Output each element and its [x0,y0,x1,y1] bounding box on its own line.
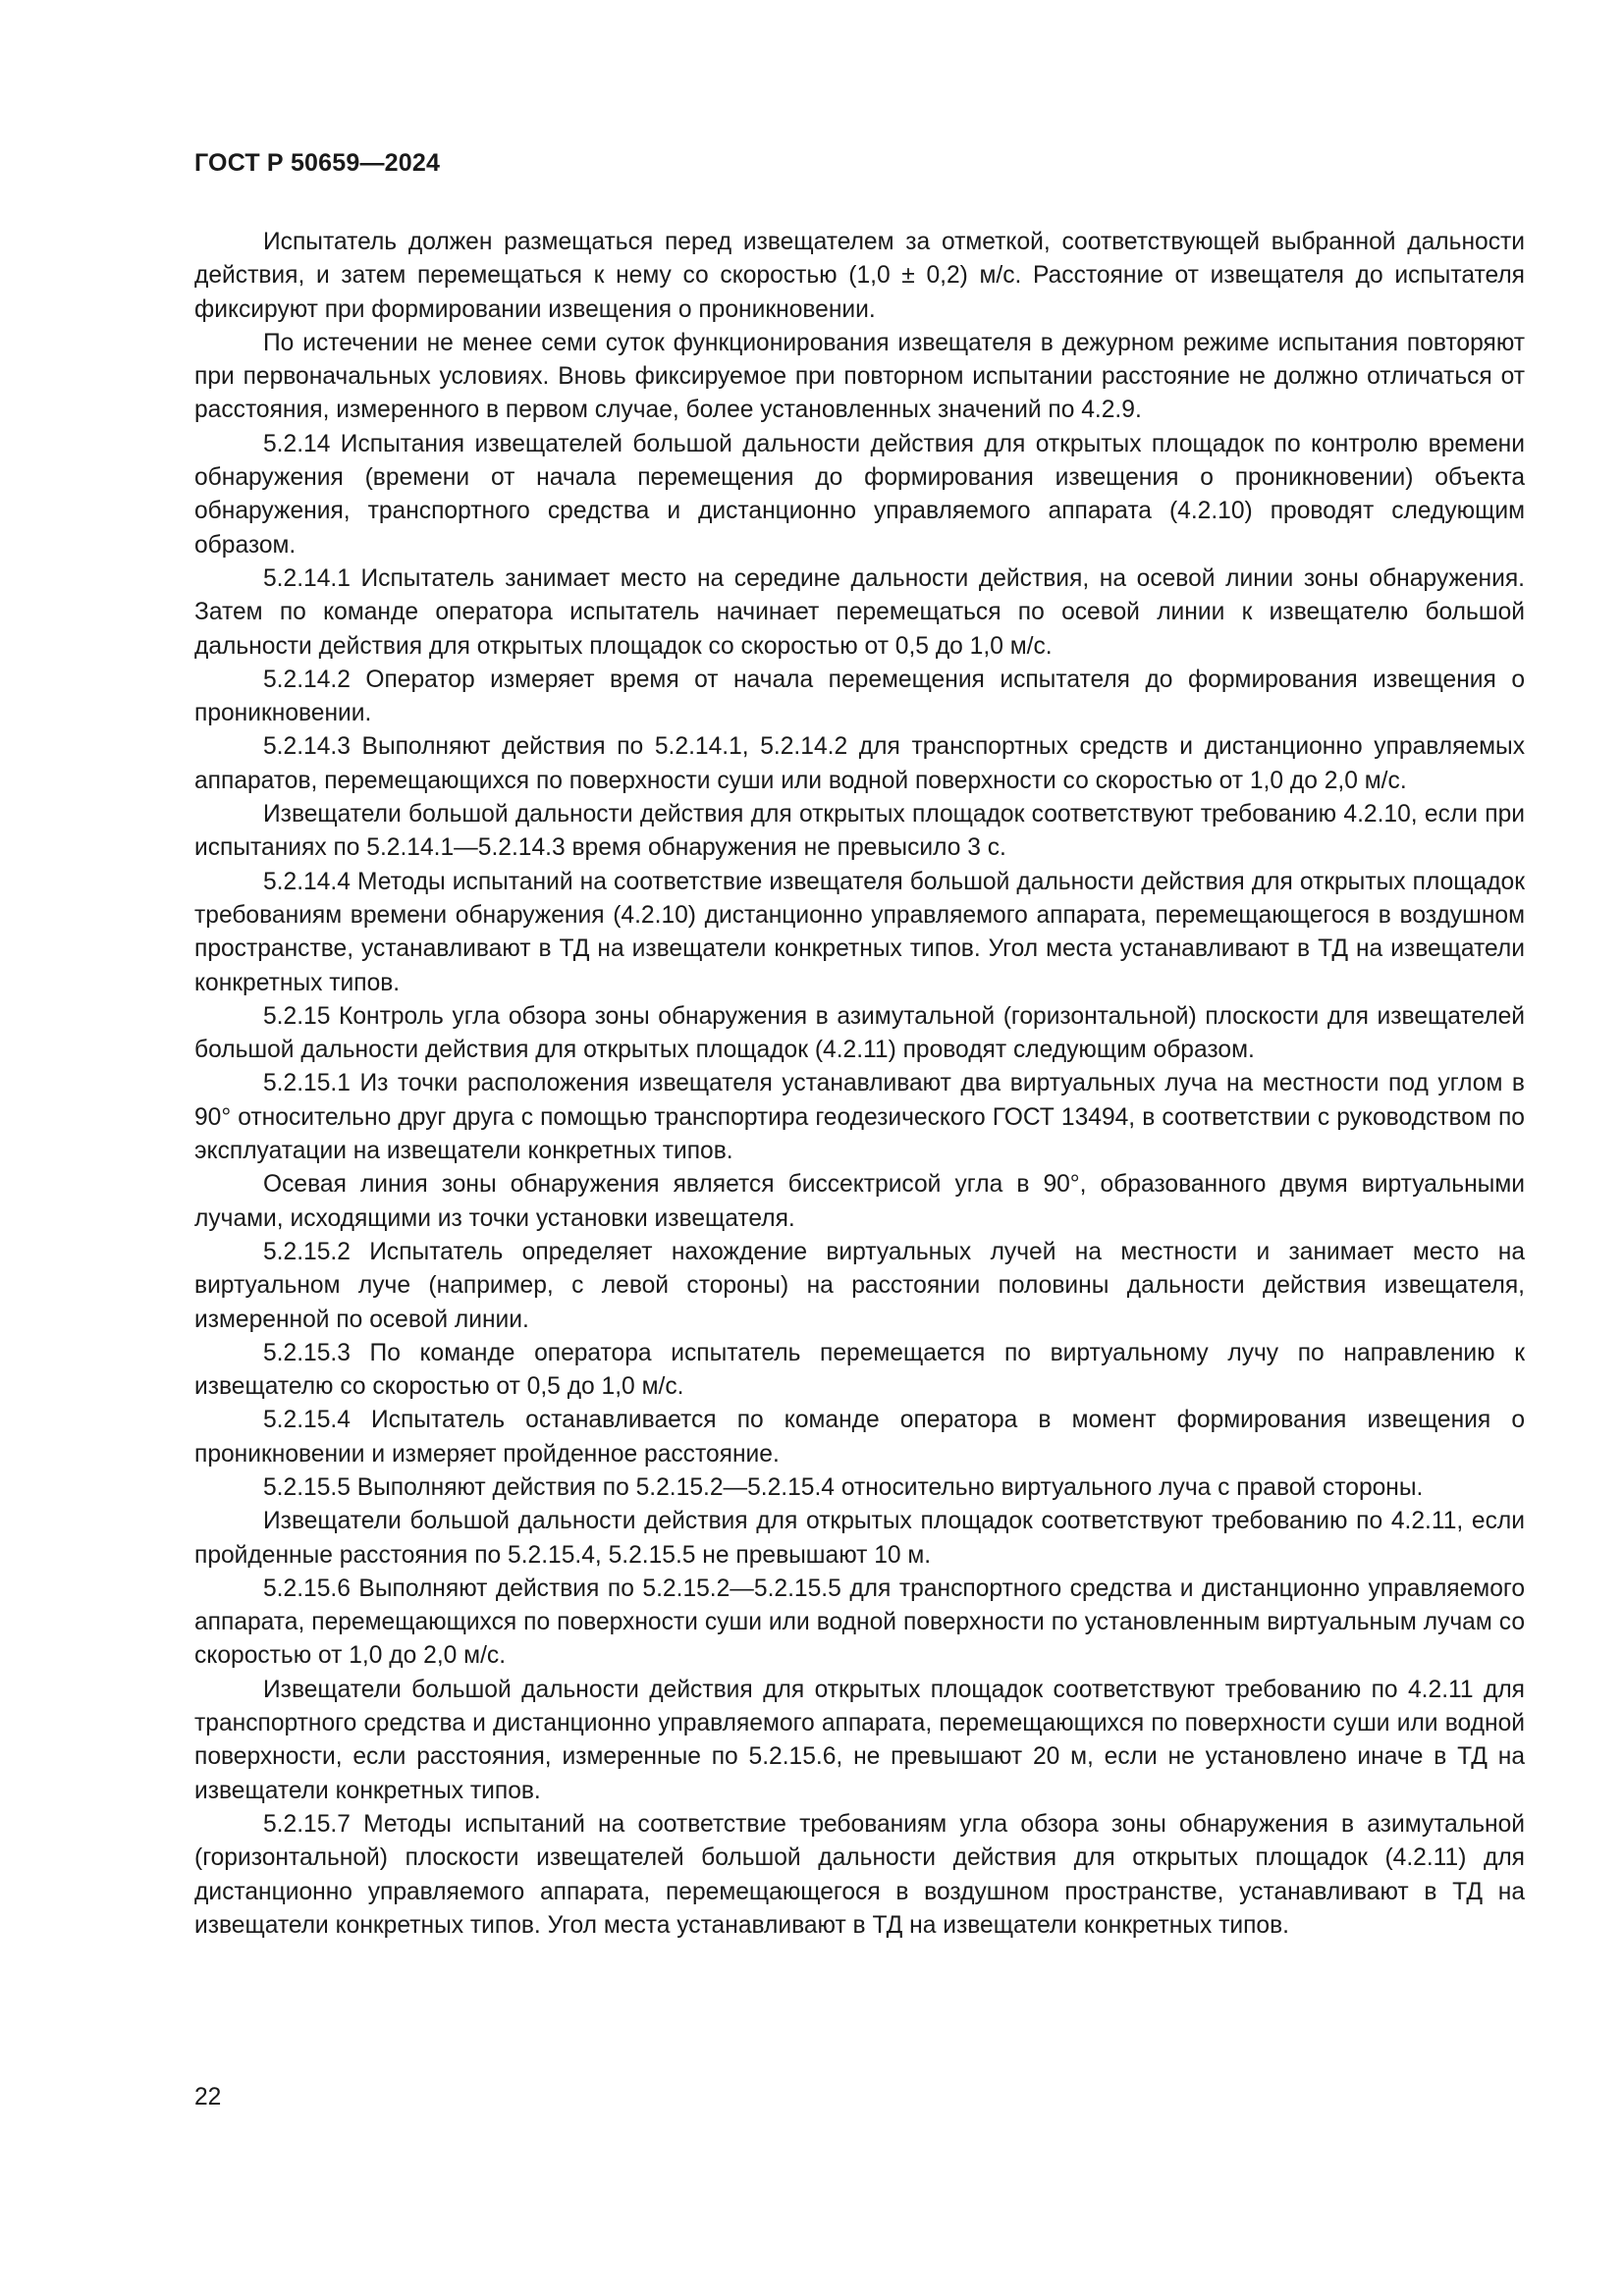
paragraph: 5.2.14.3 Выполняют действия по 5.2.14.1, 5.2.14.2 для транспортных средств и дистанционно управляемых аппаратов, перемещающихся по поверхности суши или водной поверхности со скоростью от 1,0 до 2,0 м/с. [194,733,1525,794]
paragraph: 5.2.15 Контроль угла обзора зоны обнаружения в азимутальной (горизонтальной) плоскости для извещателей большой дальности действия для открытых площадок (4.2.11) проводят следующим образом. [194,1002,1525,1064]
paragraph: 5.2.15.1 Из точки расположения извещателя устанавливают два виртуальных луча на местности под углом в 90° относительно друг друга с помощью транспортира геодезического ГОСТ 13494, в соответствии с руководством по эксплуатации на извещатели конкретных типов. [194,1070,1525,1165]
paragraph: 5.2.15.7 Методы испытаний на соответствие требованиям угла обзора зоны обнаружения в азимутальной (горизонтальной) плоскости извещателей большой дальности действия для открытых площадок (4.2.11) для дистанционно управляемого аппарата, перемещающегося в воздушном пространстве, устанавливают в ТД на извещатели конкретных типов. Угол места устанавливают в ТД на извещатели конкретных типов. [194,1810,1525,1939]
paragraph: 5.2.15.5 Выполняют действия по 5.2.15.2—5.2.15.4 относительно виртуального луча с правой стороны. [263,1473,1424,1501]
paragraph: 5.2.15.3 По команде оператора испытатель перемещается по виртуальному лучу по направлению к извещателю со скоростью от 0,5 до 1,0 м/с. [194,1339,1525,1401]
paragraph: 5.2.15.4 Испытатель останавливается по команде оператора в момент формирования извещения о проникновении и измеряет пройденное расстояние. [194,1407,1525,1468]
paragraph: Извещатели большой дальности действия для открытых площадок соответствуют требованию по 4.2.11, если пройденные расстояния по 5.2.15.4, 5.2.15.5 не превышают 10 м. [194,1508,1525,1569]
paragraph: Извещатели большой дальности действия для открытых площадок соответствуют требованию по 4.2.11 для транспортного средства и дистанционно управляемого аппарата, перемещающихся по поверхности суши или водной поверхности, если расстояния, измеренные по 5.2.15.6, не превышают 20 м, если не установлено иначе в ТД на извещатели конкретных типов. [194,1676,1525,1804]
paragraph: 5.2.15.2 Испытатель определяет нахождение виртуальных лучей на местности и занимает место на виртуальном луче (например, с левой стороны) на расстоянии половины дальности действия извещателя, измеренной по осевой линии. [194,1238,1525,1333]
document-body [194,226,1525,1943]
paragraph: Осевая линия зоны обнаружения является биссектрисой угла в 90°, образованного двумя виртуальными лучами, исходящими из точки установки извещателя. [194,1171,1525,1232]
paragraph: 5.2.14.4 Методы испытаний на соответствие извещателя большой дальности действия для открытых площадок требованиям времени обнаружения (4.2.10) дистанционно управляемого аппарата, перемещающегося в воздушном пространстве, устанавливают в ТД на извещатели конкретных типов. Угол места устанавливают в ТД на извещатели конкретных типов. [194,868,1525,996]
paragraph: 5.2.15.6 Выполняют действия по 5.2.15.2—5.2.15.5 для транспортного средства и дистанционно управляемого аппарата, перемещающихся по поверхности суши или водной поверхности по установленным виртуальным лучам со скоростью от 1,0 до 2,0 м/с. [194,1575,1525,1670]
paragraph: 5.2.14.1 Испытатель занимает место на середине дальности действия, на осевой линии зоны обнаружения. Затем по команде оператора испытатель начинает перемещаться по осевой линии к извещателю большой дальности действия для открытых площадок со скоростью от 0,5 до 1,0 м/с. [194,564,1525,660]
document-code-header: ГОСТ Р 50659—2024 [194,149,441,177]
paragraph: 5.2.14 Испытания извещателей большой дальности действия для открытых площадок по контролю времени обнаружения (времени от начала перемещения до формирования извещения о проникновении) объекта обнаружения, транспортного средства и дистанционно управляемого аппарата (4.2.10) проводят следующим образом. [194,430,1525,559]
paragraph: Извещатели большой дальности действия для открытых площадок соответствуют требованию 4.2.10, если при испытаниях по 5.2.14.1—5.2.14.3 время обнаружения не превысило 3 с. [194,801,1525,862]
page-number: 22 [194,2084,222,2110]
paragraph: По истечении не менее семи суток функционирования извещателя в дежурном режиме испытания повторяют при первоначальных условиях. Вновь фиксируемое при повторном испытании расстояние не должно отличаться от расстояния, измеренного в первом случае, более установленных значений по 4.2.9. [194,329,1525,424]
paragraph: Испытатель должен размещаться перед извещателем за отметкой, соответствующей выбранной дальности действия, и затем перемещаться к нему со скоростью (1,0 ± 0,2) м/с. Расстояние от извещателя до испытателя фиксируют при формировании извещения о проникновении. [194,229,1525,323]
paragraph: 5.2.14.2 Оператор измеряет время от начала перемещения испытателя до формирования извещения о проникновении. [194,666,1525,727]
